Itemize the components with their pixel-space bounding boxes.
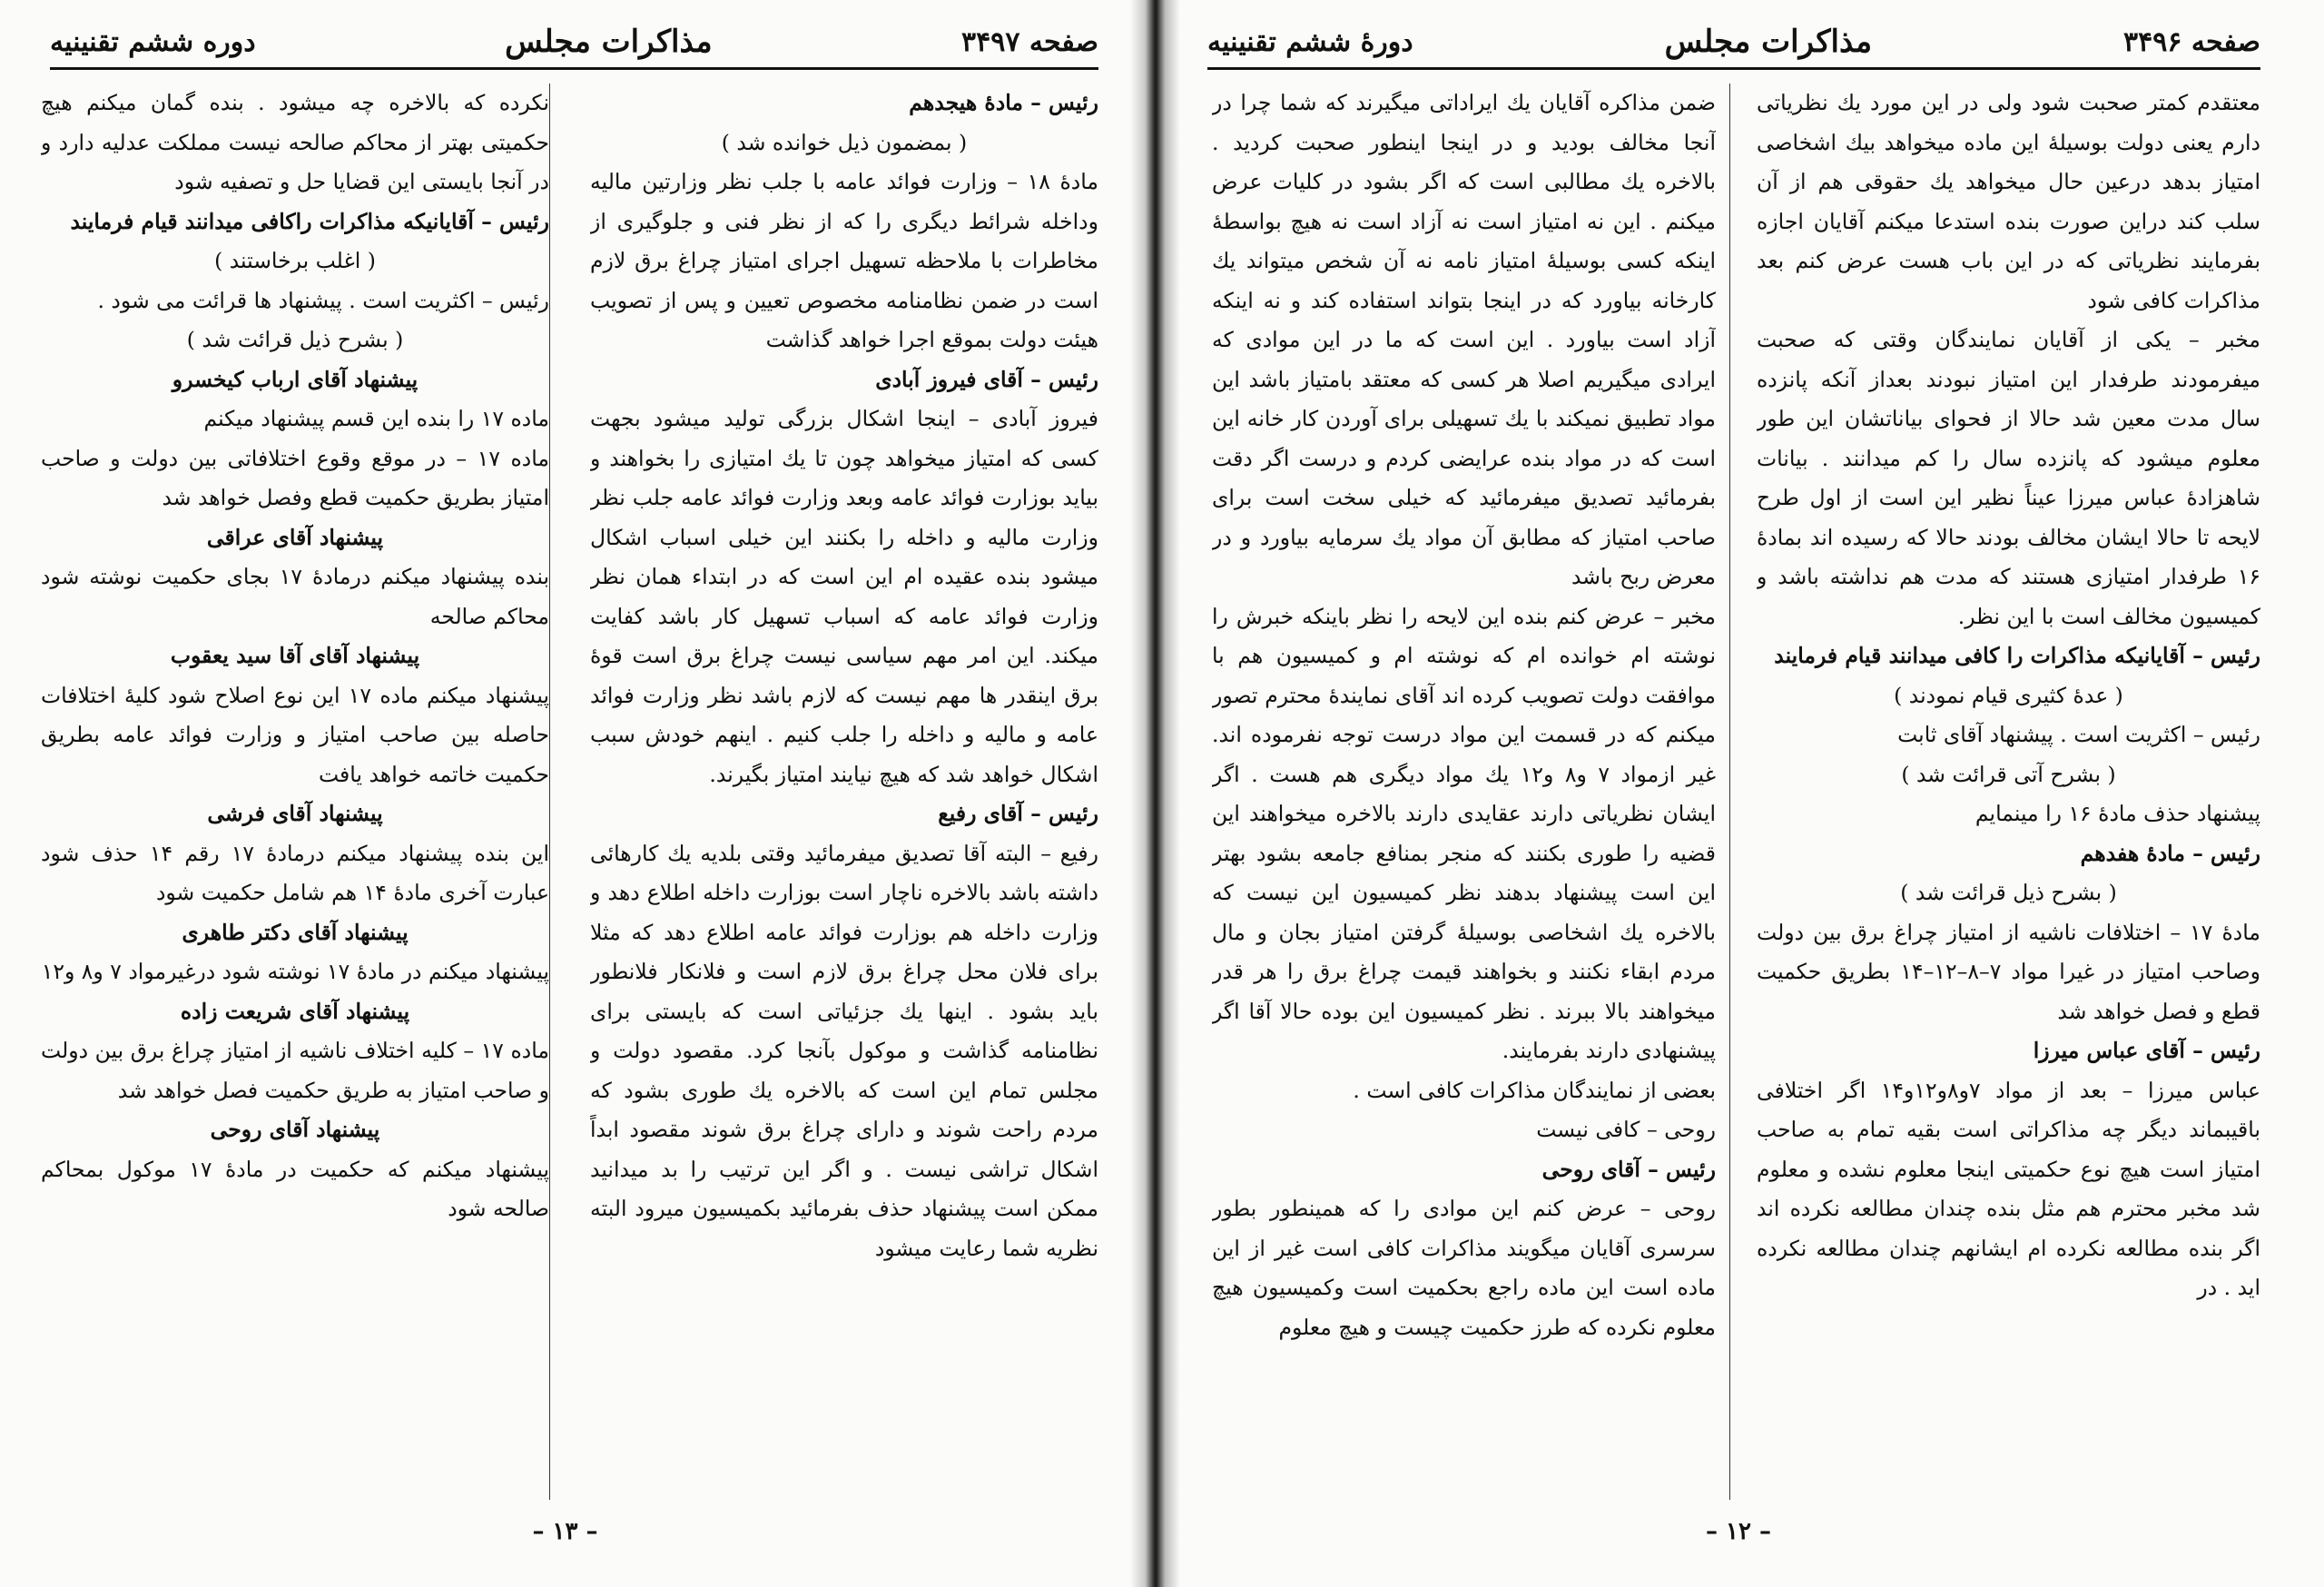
column-divider	[1729, 84, 1730, 1500]
proposal-title: پیشنهاد آقای فرشی	[207, 801, 383, 826]
right-page-footer: – ۱۲ –	[1705, 1518, 1772, 1545]
speaker-heading: رئیس – آقای رفیع	[938, 801, 1098, 826]
paragraph: ضمن مذاکره آقایان یك ایراداتی میگیرند که شما چرا در آنجا مخالف بودید و در اینجا اینطور صحبت کردید . بالاخره یك مطالبی است که اگر بشود در کلیات عرض میکنم . این نه امتیاز است نه آزاد است نه هیچ بواسطهٔ اینکه کسی بوسیلهٔ امتیاز نامه نه آن شخص میتواند یك کارخانه بیاورد که در اینجا بتواند استفاده کند و نه اینکه آزاد است بیاورد . این است که ما در این موادی که ایرادی میگیریم اصلا هر کسی که معتقد بامتیاز باشد این مواد تطبیق نمیکند با یك تسهیلی برای آوردن کار خانه این است که در مواد بنده عرایضی کردم و درست اگر دقت بفرمائید تصدیق میفرمائید که خیلی سخت است برای صاحب امتیاز که مطابق آن مواد یك سرمایه بیاورد و در معرض ربح باشد	[1212, 90, 1716, 589]
left-page-session: دوره ششم تقنینیه	[50, 25, 256, 58]
paragraph: رئیس – اکثریت است . پیشنهاد آقای ثابت	[1897, 722, 2260, 747]
paragraph: پیشنهاد میکنم که حکمیت در مادهٔ ۱۷ موکول بمحاکم صالحه شود	[41, 1156, 549, 1221]
speaker-heading: رئیس – آقای روحی	[1541, 1156, 1716, 1182]
right-page	[1180, 0, 2297, 1587]
bracket-note: ( بشرح ذیل قرائت شد )	[186, 327, 404, 352]
paragraph: مخبر – یکی از آقایان نمایندگان وقتی که صحبت میفرمودند طرفدار این امتیاز نبودند بعداز آنکه پانزده سال مدت معین شد حالا از فحوای بیاناتشان این طور معلوم میشود که پانزده سال را کم میدانند . بیانات شاهزادهٔ عباس میرزا عیناً نظیر این است از اول طرح لایحه تا حالا ایشان مخالف بودند حالا که رسیده اند بمادهٔ ۱۶ طرفدار امتیازی هستند که مدت هم نداشته باشد و کمیسیون مخالف است با این نظر.	[1757, 327, 2260, 629]
speaker-heading: رئیس – آقایانیکه مذاکرات را کافی میدانند قیام فرمایند	[1774, 643, 2260, 668]
bracket-note: ( بشرح آتی قرائت شد )	[1901, 761, 2116, 787]
paragraph: بنده پیشنهاد میکنم درمادهٔ ۱۷ بجای حکمیت نوشته شود محاکم صالحه	[41, 564, 549, 629]
paragraph: ماده ۱۷ – در موقع وقوع اختلافاتی بین دولت و صاحب امتیاز بطریق حکمیت قطع وفصل خواهد شد	[41, 445, 549, 510]
right-page-session: دورهٔ ششم تقنینیه	[1207, 25, 1413, 58]
paragraph: مخبر – عرض کنم بنده این لایحه را نظر باینکه خبرش را نوشته ام خوانده ام که نوشته ام و کمیسیون هم با موافقت دولت تصویب کرده اند آقای نمایندهٔ محترم تصور میکنم که در قسمت این مواد درست توجه نفرموده اند. غیر ازمواد ۷ و۸ و۱۲ یك مواد دیگری هم هست . اگر ایشان نظریاتی دارند عقایدی دارند بالاخره میخواهند این قضیه را طوری بکنند که منجر بمنافع جامعه بشود بهتر این است پیشنهاد بدهند نظر کمیسیون این نیست که بالاخره یك اشخاصی بوسیلهٔ گرفتن امتیاز بجان و مال مردم ابقاء نکنند و بخواهند قیمت چراغ برق را هر قدر میخواهند بالا ببرند . نظر کمیسیون این بوده حالا آقا اگر پیشنهادی دارند بفرمایند.	[1212, 603, 1716, 1063]
left-page-footer: – ۱۳ –	[532, 1518, 598, 1545]
bracket-note: ( اغلب برخاستند )	[214, 248, 376, 273]
right-page-title: مذاکرات مجلس	[1664, 24, 1873, 60]
paragraph: پیشنهاد میکنم ماده ۱۷ این نوع اصلاح شود کلیهٔ اختلافات حاصله بین صاحب امتیاز و وزارت فوائد عامه بطریق حکمیت خاتمه خواهد یافت	[41, 682, 549, 787]
paragraph: بعضی از نمایندگان مذاکرات کافی است .	[1353, 1077, 1716, 1103]
paragraph: روحی – عرض کنم این موادی را که همینطور بطور سرسری آقایان میگویند مذاکرات کافی است غیر از این ماده است این ماده راجع بحکمیت است وکمیسیون هیچ معلوم نکرده که طرز حکمیت چیست و هیچ معلوم	[1212, 1196, 1716, 1340]
bracket-note: ( عدهٔ کثیری قیام نمودند )	[1894, 682, 2123, 708]
paragraph: این بنده پیشنهاد میکنم درمادهٔ ۱۷ رقم ۱۴ حذف شود عبارت آخری مادهٔ ۱۴ هم شامل حکمیت شود	[41, 840, 549, 905]
right-page-column-right	[1757, 84, 2260, 1500]
paragraph: پیشنهاد میکنم در مادهٔ ۱۷ نوشته شود درغیرمواد ۷ و۸ و۱۲	[41, 959, 549, 984]
proposal-title: پیشنهاد آقای ارباب کیخسرو	[172, 366, 419, 392]
paragraph: معتقدم کمتر صحبت شود ولی در این مورد یك نظریاتی دارم یعنی دولت بوسیلهٔ این ماده میخواهد بیك اشخاصی امتیاز بدهد درعین حال میخواهد یك حقوقی هم از آن سلب کند دراین صورت بنده استدعا میکنم آقایان اجازه بفرمایند نظریاتی که در این باب هست عرض کنم بعد مذاکرات کافی شود	[1757, 90, 2260, 313]
left-page-column-left	[41, 84, 549, 1500]
paragraph: عباس میرزا – بعد از مواد ۷و۸و۱۲و۱۴ اگر اختلافی باقیبماند دیگر چه مذاکراتی است بقیه تمام به صاحب امتیاز است هیچ نوع حکمیتی اینجا معلوم نشده و معلوم شد مخبر محترم هم مثل بنده چندان مطالعه نکرده اند اگر بنده مطالعه نکرده ام ایشانهم چندان مطالعه نکرده اید . در	[1757, 1077, 2260, 1300]
speaker-heading: رئیس – آقای عباس میرزا	[2033, 1038, 2260, 1063]
left-page-number: صفحه ۳۴۹۷	[961, 25, 1098, 58]
speaker-heading: رئیس – مادهٔ هفدهم	[2080, 840, 2260, 866]
paragraph: نکرده که بالاخره چه میشود . بنده گمان میکنم هیچ حکمیتی بهتر از محاکم صالحه نیست مملکت عدلیه دارد و در آنجا بایستی این قضایا حل و تصفیه شود	[41, 90, 549, 194]
paragraph: مادهٔ ۱۸ – وزارت فوائد عامه با جلب نظر وزارتین مالیه وداخله شرائط دیگری را که از نظر فنی و جلوگیری از مخاطرات با ملاحظه تسهیل اجرای امتیاز چراغ برق لازم است در ضمن نظامنامه مخصوص تعیین و پس از تصویب هیئت دولت بموقع اجرا خواهد گذاشت	[590, 169, 1098, 352]
left-page-title: مذاکرات مجلس	[505, 24, 713, 60]
paragraph: روحی – کافی نیست	[1536, 1117, 1716, 1142]
proposal-title: پیشنهاد آقای آقا سید یعقوب	[170, 643, 420, 668]
speaker-heading: رئیس – آقای فیروز آبادی	[875, 366, 1098, 392]
right-page-column-left	[1212, 84, 1716, 1500]
paragraph: ماده ۱۷ – کلیه اختلاف ناشیه از امتیاز چراغ برق بین دولت و صاحب امتیاز به طریق حکمیت فصل خواهد شد	[41, 1038, 549, 1103]
paragraph: ماده ۱۷ را بنده این قسم پیشنهاد میکنم	[203, 406, 549, 431]
paragraph: فیروز آبادی – اینجا اشکال بزرگی تولید میشود بجهت کسی که امتیاز میخواهد چون تا یك امتیازی را بخواهند و بیاید بوزارت فوائد عامه وبعد وزارت فوائد عامه جلب نظر وزارت مالیه و داخله را بکنند این خیلی اسباب اشکال میشود بنده عقیده ام این است که در ابتداء همان نظر وزارت فوائد عامه که اسباب تسهیل کار باشد کفایت میکند. این امر مهم سیاسی نیست چراغ برق است قوهٔ برق اینقدر ها مهم نیست که لازم باشد نظر وزارت فوائد عامه و مالیه و داخله را جلب کنیم . اینهم خودش سبب اشکال خواهد شد که هیچ نیایند امتیاز بگیرند.	[590, 406, 1098, 787]
proposal-title: پیشنهاد آقای عراقی	[206, 524, 384, 550]
bracket-note: ( بشرح ذیل قرائت شد )	[1900, 880, 2117, 905]
column-divider	[549, 84, 550, 1500]
book-gutter	[1130, 0, 1180, 1587]
proposal-title: پیشنهاد آقای شریعت زاده	[180, 998, 410, 1024]
right-page-number: صفحه ۳۴۹۶	[2123, 25, 2260, 58]
paragraph: رئیس – اکثریت است . پیشنهاد ها قرائت می شود .	[97, 287, 549, 313]
left-page-column-right	[590, 84, 1098, 1500]
left-page-header	[50, 16, 1098, 70]
paragraph: پیشنهاد حذف مادهٔ ۱۶ را مینمایم	[1974, 801, 2260, 826]
right-page-header	[1207, 16, 2260, 70]
proposal-title: پیشنهاد آقای روحی	[210, 1117, 380, 1142]
left-page	[0, 0, 1130, 1587]
proposal-title: پیشنهاد آقای دکتر طاهری	[182, 919, 409, 945]
bracket-note: ( بمضمون ذیل خوانده شد )	[721, 129, 968, 155]
paragraph: مادهٔ ۱۷ – اختلافات ناشیه از امتیاز چراغ برق بین دولت وصاحب امتیاز در غیرا مواد ۷–۸–۱۲–۱۴ بطریق حکمیت قطع و فصل خواهد شد	[1757, 919, 2260, 1024]
paragraph: رفیع – البته آقا تصدیق میفرمائید وقتی بلدیه یك کارهائی داشته باشد بالاخره ناچار است بوزارت داخله اطلاع دهد و وزارت داخله هم بوزارت فوائد عامه اطلاع دهد که مثلا برای فلان محل چراغ برق لازم است و فلانکار فلانطور باید بشود . اینها یك جزئیاتی است که بایستی برای نظامنامه گذاشت و موکول بآنجا کرد. مقصود دولت و مجلس تمام این است که بالاخره یك طوری بشود که مردم راحت شوند و دارای چراغ برق شوند مقصود ابداً اشکال تراشی نیست . و اگر این ترتیب را بد میدانید ممکن است پیشنهاد حذف بفرمائید بکمیسیون میرود البته نظریه شما رعایت میشود	[590, 840, 1098, 1261]
speaker-heading: رئیس – مادهٔ هیجدهم	[909, 90, 1098, 115]
speaker-heading: رئیس – آقایانیکه مذاکرات راکافی میدانند قیام فرمایند	[70, 208, 549, 234]
